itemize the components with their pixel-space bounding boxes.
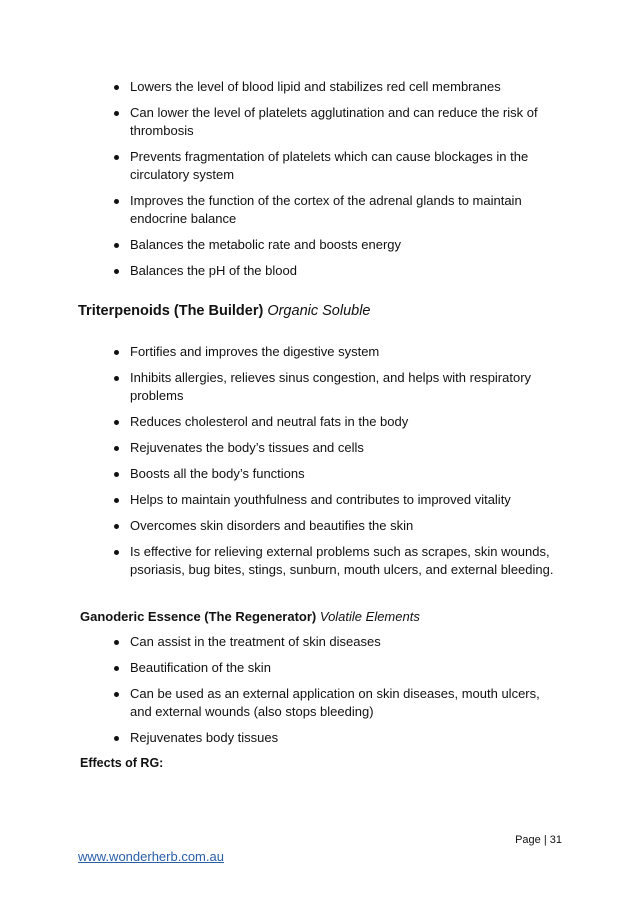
- bullet-icon: [114, 692, 119, 697]
- list-item: [0, 236, 638, 254]
- bullet-icon: [114, 85, 119, 90]
- list-item: [0, 439, 638, 457]
- bullet-icon: [114, 269, 119, 274]
- list-item: [0, 78, 638, 96]
- list-item: [0, 262, 638, 280]
- list-item: [0, 729, 638, 747]
- benefits-list-2: [0, 343, 638, 587]
- list-item-text: Beautification of the skin: [130, 660, 271, 675]
- list-item-text: Can be used as an external application on skin diseases, mouth ulcers, and external wounds (also stops bleeding): [130, 686, 540, 719]
- bullet-icon: [114, 420, 119, 425]
- list-item-text: Lowers the level of blood lipid and stabilizes red cell membranes: [130, 79, 501, 94]
- list-item: [0, 633, 638, 651]
- bullet-icon: [114, 498, 119, 503]
- list-item: [0, 413, 638, 431]
- list-item-text: Overcomes skin disorders and beautifies the skin: [130, 518, 414, 533]
- bullet-icon: [114, 199, 119, 204]
- list-item-text: Boosts all the body’s functions: [130, 466, 305, 481]
- list-item-text: Inhibits allergies, relieves sinus congestion, and helps with respiratory problems: [130, 370, 532, 403]
- bullet-icon: [114, 472, 119, 477]
- effects-heading: Effects of RG:: [80, 756, 164, 770]
- list-item-text: Prevents fragmentation of platelets which can cause blockages in the circulatory system: [130, 149, 529, 182]
- bullet-icon: [114, 243, 119, 248]
- list-item-text: Is effective for relieving external problems such as scrapes, skin wounds, psoriasis, bug bites, stings, sunburn, mouth ulcers, and external bleeding.: [130, 544, 554, 577]
- bullet-icon: [114, 376, 119, 381]
- list-item: [0, 148, 638, 184]
- bullet-icon: [114, 550, 119, 555]
- list-item-text: Rejuvenates the body’s tissues and cells: [130, 440, 364, 455]
- list-item: [0, 192, 638, 228]
- heading-italic: Volatile Elements: [319, 609, 420, 624]
- list-item-text: Improves the function of the cortex of the adrenal glands to maintain endocrine balance: [130, 193, 522, 226]
- ganoderic-heading: [80, 608, 420, 626]
- list-item-text: Can assist in the treatment of skin diseases: [130, 634, 381, 649]
- page-number: Page | 31: [515, 834, 562, 846]
- bullet-icon: [114, 111, 119, 116]
- list-item: [0, 659, 638, 677]
- heading-italic: Organic Soluble: [267, 303, 371, 319]
- list-item: [0, 517, 638, 535]
- benefits-list-3: [0, 633, 638, 755]
- list-item: [0, 543, 638, 579]
- list-item-text: Fortifies and improves the digestive system: [130, 344, 380, 359]
- list-item: [0, 465, 638, 483]
- list-item-text: Balances the metabolic rate and boosts energy: [130, 237, 402, 252]
- list-item-text: Balances the pH of the blood: [130, 263, 297, 278]
- list-item-text: Can lower the level of platelets agglutination and can reduce the risk of thrombosis: [130, 105, 538, 138]
- list-item-text: Helps to maintain youthfulness and contributes to improved vitality: [130, 492, 511, 507]
- triterpenoids-heading: [78, 302, 371, 320]
- list-item: [0, 685, 638, 721]
- bullet-icon: [114, 350, 119, 355]
- list-item: [0, 491, 638, 509]
- list-item-text: Rejuvenates body tissues: [130, 730, 279, 745]
- bullet-icon: [114, 524, 119, 529]
- bullet-icon: [114, 736, 119, 741]
- heading-bold: Triterpenoids (The Builder): [78, 303, 264, 319]
- list-item: [0, 369, 638, 405]
- list-item: [0, 104, 638, 140]
- heading-bold: Ganoderic Essence (The Regenerator): [80, 609, 317, 624]
- bullet-icon: [114, 155, 119, 160]
- bullet-icon: [114, 666, 119, 671]
- bullet-icon: [114, 446, 119, 451]
- website-link[interactable]: www.wonderherb.com.au: [78, 849, 224, 864]
- list-item-text: Reduces cholesterol and neutral fats in the body: [130, 414, 409, 429]
- bullet-icon: [114, 640, 119, 645]
- benefits-list-1: [0, 78, 638, 288]
- list-item: [0, 343, 638, 361]
